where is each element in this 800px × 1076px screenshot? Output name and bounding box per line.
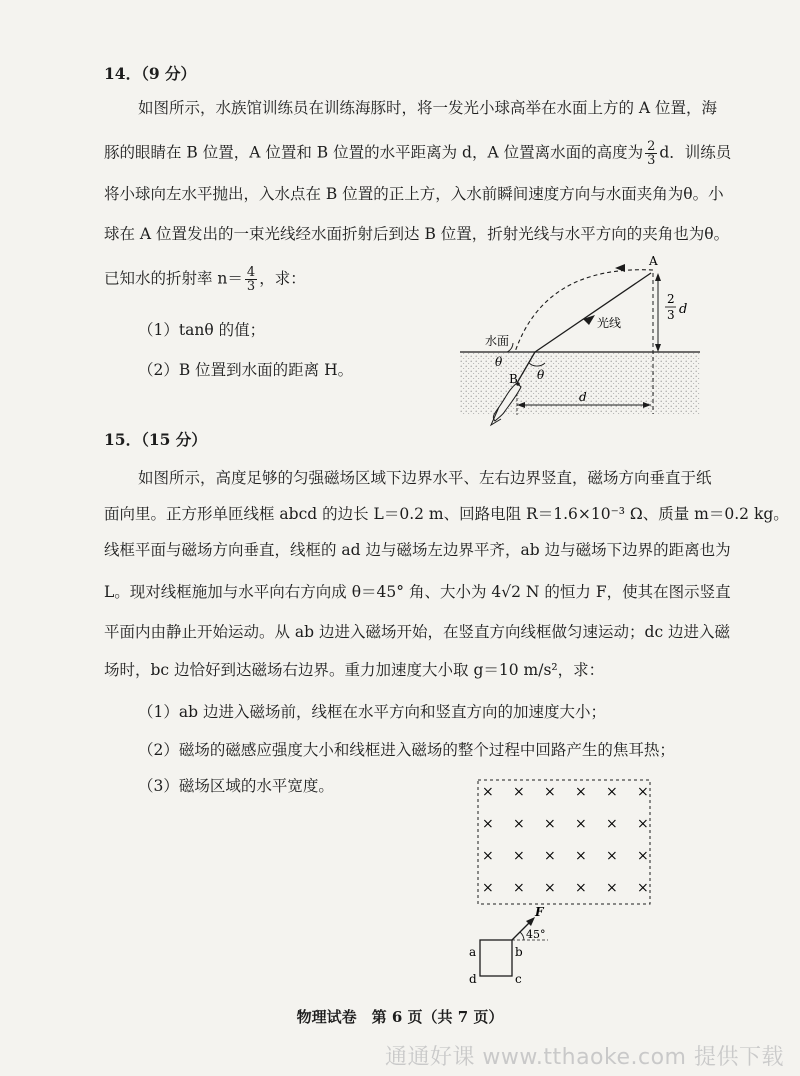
q15-line-3: 线框平面与磁场方向垂直，线框的 ad 边与磁场左边界平齐，ab 边与磁场下边界的距离也为: [104, 541, 731, 559]
field-cross-3-0: ×: [482, 880, 494, 896]
q14-fraction-n: $\frac{4}{3}$: [246, 265, 256, 294]
field-cross-2-4: ×: [606, 848, 618, 864]
label-height-var: d: [679, 302, 688, 317]
label-theta-surface: θ: [495, 355, 503, 369]
q15-sub-3: （3）磁场区域的水平宽度。: [138, 777, 334, 795]
field-cross-3-2: ×: [544, 880, 556, 896]
field-cross-2-3: ×: [575, 848, 587, 864]
q14-sub-2: （2）B 位置到水面的距离 H。: [138, 361, 354, 379]
label-B: B: [509, 372, 518, 386]
q15-line-2: 面向里。正方形单匝线框 abcd 的边长 L＝0.2 m、回路电阻 R＝1.6×10⁻³ Ω、质量 m＝0.2 kg。: [104, 505, 789, 523]
label-c: c: [515, 972, 522, 986]
field-cross-1-0: ×: [482, 816, 494, 832]
label-A: A: [649, 255, 658, 268]
field-cross-0-4: ×: [606, 784, 618, 800]
field-cross-3-4: ×: [606, 880, 618, 896]
field-cross-2-1: ×: [513, 848, 525, 864]
label-water-surface: 水面: [485, 334, 510, 348]
q14-line-4: 球在 A 位置发出的一束光线经水面折射后到达 B 位置，折射光线与水平方向的夹角也为θ。: [104, 225, 730, 243]
wire-frame-abcd: [480, 940, 512, 976]
label-height-num: 2: [667, 292, 675, 306]
field-cross-3-5: ×: [637, 880, 649, 896]
q14-line-3: 将小球向左水平抛出，入水点在 B 位置的正上方，入水前瞬间速度方向与水面夹角为θ。小: [104, 185, 724, 203]
q14-line-2-text: 豚的眼睛在 B 位置，A 位置和 B 位置的水平距离为 d，A 位置离水面的高度为: [104, 143, 644, 162]
field-cross-0-1: ×: [513, 784, 525, 800]
field-cross-1-1: ×: [513, 816, 525, 832]
q14-line-5-tail: ，求：: [259, 269, 306, 288]
q15-sub-1: （1）ab 边进入磁场前，线框在水平方向和竖直方向的加速度大小；: [138, 703, 606, 721]
q15-sub-2: （2）磁场的磁感应强度大小和线框进入磁场的整个过程中回路产生的焦耳热；: [138, 741, 675, 759]
field-cross-0-2: ×: [544, 784, 556, 800]
field-cross-2-2: ×: [544, 848, 556, 864]
label-height-den: 3: [667, 308, 675, 322]
watermark-text: 通通好课 www.tthaoke.com 提供下载: [384, 1045, 784, 1070]
label-light: 光线: [597, 316, 622, 330]
field-cross-0-5: ×: [637, 784, 649, 800]
q14-line-5: [104, 266, 306, 293]
label-theta-refract: θ: [537, 368, 545, 382]
field-cross-3-3: ×: [575, 880, 587, 896]
field-cross-1-4: ×: [606, 816, 618, 832]
light-ray-arrowhead: [583, 315, 595, 325]
q15-line-6: 场时，bc 边恰好到达磁场右边界。重力加速度大小取 g＝10 m/s²，求：: [104, 661, 605, 679]
q15-line-1: 如图所示，高度足够的匀强磁场区域下边界水平、左右边界竖直，磁场方向垂直于纸: [138, 469, 712, 487]
field-cross-0-0: ×: [482, 784, 494, 800]
q14-line-2-tail: d．训练员: [659, 143, 732, 162]
q15-line-4: L。现对线框施加与水平向右方向成 θ＝45° 角、大小为 4√2 N 的恒力 F，使其在图示竖直: [104, 583, 731, 601]
q15-header: 15．（15 分）: [104, 430, 207, 449]
field-cross-2-0: ×: [482, 848, 494, 864]
label-a: a: [469, 945, 477, 959]
q14-sub-1: （1）tanθ 的值；: [138, 321, 266, 339]
label-F: F: [535, 905, 544, 919]
q14-line-5-text: 已知水的折射率 n＝: [104, 269, 243, 288]
trajectory-dashed: [515, 270, 653, 352]
q15-magnetic-field-diagram: [460, 770, 670, 995]
q15-line-5: 平面内由静止开始运动。从 ab 边进入磁场开始，在竖直方向线框做匀速运动；dc 边进入磁: [104, 623, 731, 641]
q14-line-2: [104, 140, 731, 167]
field-crosses: [482, 784, 649, 896]
field-cross-0-3: ×: [575, 784, 587, 800]
field-cross-1-3: ×: [575, 816, 587, 832]
q14-header: 14．（9 分）: [104, 64, 197, 83]
page-footer: 物理试卷 第 6 页（共 7 页）: [296, 1008, 504, 1026]
field-cross-1-5: ×: [637, 816, 649, 832]
field-cross-3-1: ×: [513, 880, 525, 896]
angle-arc-45: [520, 932, 524, 940]
label-b: b: [515, 945, 523, 959]
field-cross-2-5: ×: [637, 848, 649, 864]
q14-fraction-two-thirds: $\frac{2}{3}$: [647, 139, 656, 168]
magnetic-field-boundary: [478, 780, 650, 904]
q14-dolphin-diagram: [455, 255, 705, 435]
field-cross-1-2: ×: [544, 816, 556, 832]
label-d: d: [469, 972, 477, 986]
label-d-distance: d: [579, 390, 587, 404]
light-ray: [535, 273, 651, 352]
q14-line-1: 如图所示，水族馆训练员在训练海豚时，将一发光小球高举在水面上方的 A 位置，海: [138, 99, 718, 117]
label-45-degree: 45°: [526, 928, 546, 941]
